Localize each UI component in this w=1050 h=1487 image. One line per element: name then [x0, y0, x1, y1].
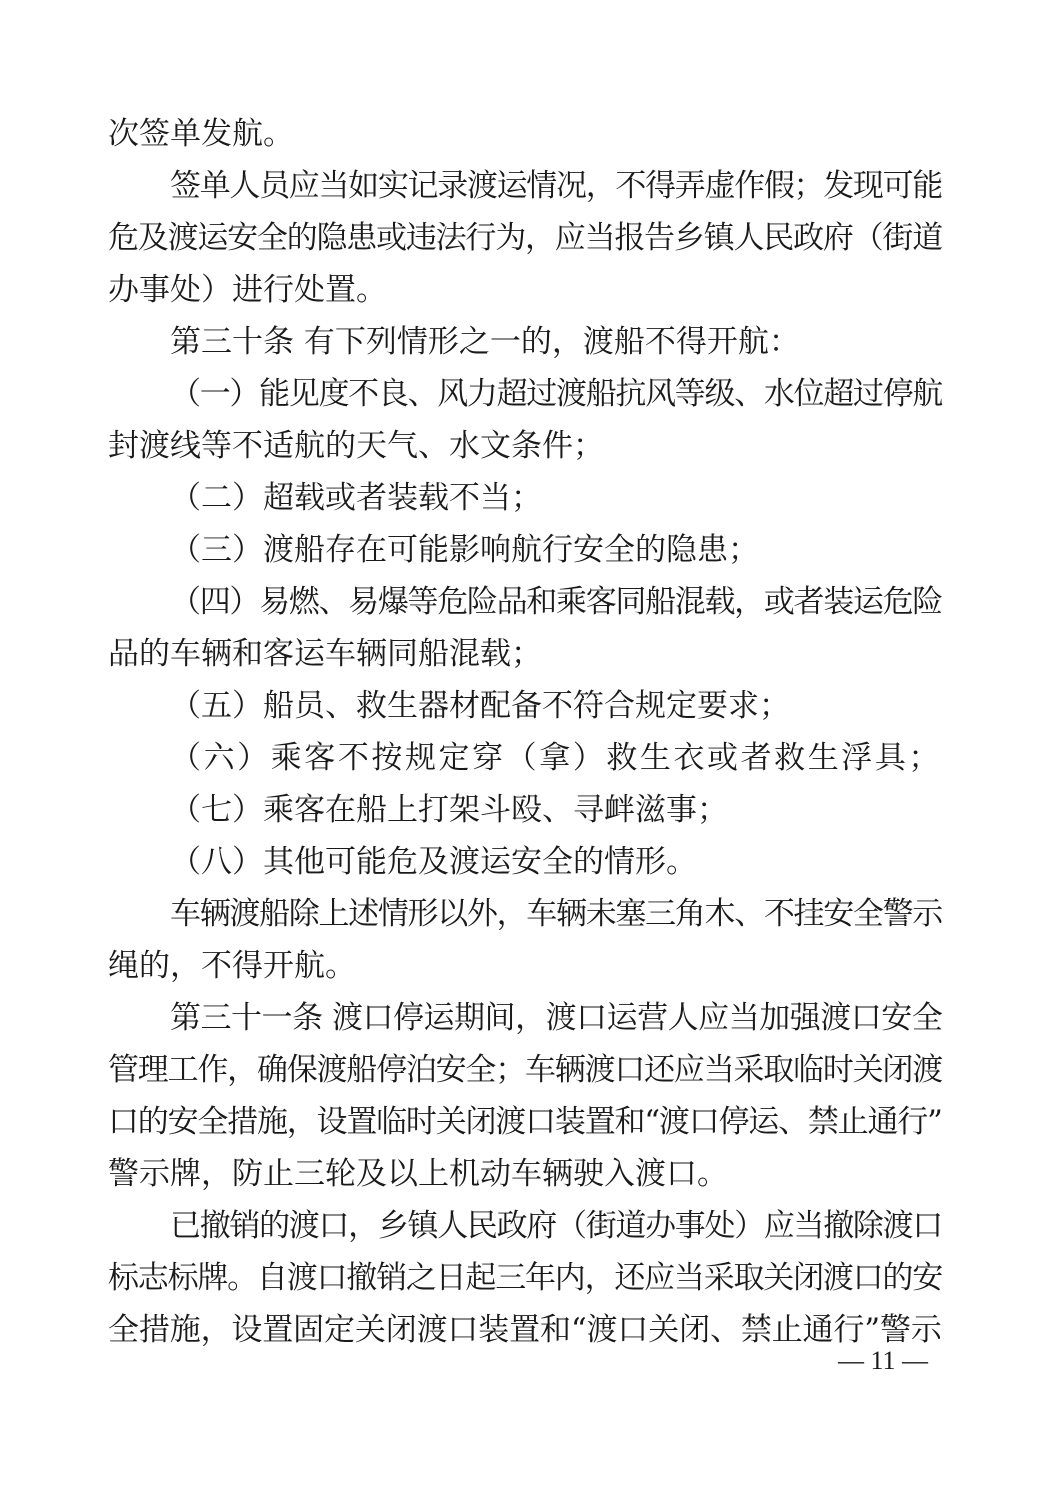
page-number: — 11 — — [838, 1346, 929, 1375]
text-line: （二）超载或者装载不当； — [170, 480, 542, 516]
text-line: （七）乘客在船上打架斗殴、寻衅滋事； — [170, 792, 728, 828]
text-line: 已撤销的渡口，乡镇人民政府（街道办事处）应当撤除渡口 — [170, 1208, 942, 1244]
text-line: （一）能见度不良、风力超过渡船抗风等级、水位超过停航 — [170, 376, 942, 412]
text-line: （三）渡船存在可能影响航行安全的隐患； — [170, 532, 759, 568]
text-line: （六）乘客不按规定穿（拿）救生衣或者救生浮具； — [170, 740, 942, 776]
text-line: 口的安全措施，设置临时关闭渡口装置和“渡口停运、禁止通行” — [108, 1104, 942, 1140]
text-line: （五）船员、救生器材配备不符合规定要求； — [170, 688, 790, 724]
text-line: 封渡线等不适航的天气、水文条件； — [108, 428, 604, 464]
text-line: 品的车辆和客运车辆同船混载； — [108, 636, 542, 672]
text-line: 车辆渡船除上述情形以外，车辆未塞三角木、不挂安全警示 — [170, 896, 942, 932]
text-line: （八）其他可能危及渡运安全的情形。 — [170, 844, 697, 880]
text-line: 全措施，设置固定关闭渡口装置和“渡口关闭、禁止通行”警示 — [108, 1312, 942, 1348]
text-line: 次签单发航。 — [108, 116, 294, 152]
text-line: 危及渡运安全的隐患或违法行为，应当报告乡镇人民政府（街道 — [108, 220, 942, 256]
text-line: 管理工作，确保渡船停泊安全；车辆渡口还应当采取临时关闭渡 — [108, 1052, 942, 1088]
text-line: 办事处）进行处置。 — [108, 272, 387, 308]
text-line: 签单人员应当如实记录渡运情况，不得弄虚作假；发现可能 — [170, 168, 942, 204]
text-line: 第三十一条 渡口停运期间，渡口运营人应当加强渡口安全 — [170, 1000, 943, 1036]
text-line: 绳的，不得开航。 — [108, 948, 356, 984]
text-line: （四）易燃、易爆等危险品和乘客同船混载，或者装运危险 — [170, 584, 942, 620]
text-line: 警示牌，防止三轮及以上机动车辆驶入渡口。 — [108, 1156, 728, 1192]
text-line: 第三十条 有下列情形之一的，渡船不得开航： — [170, 324, 800, 360]
text-line: 标志标牌。自渡口撤销之日起三年内，还应当采取关闭渡口的安 — [108, 1260, 942, 1296]
